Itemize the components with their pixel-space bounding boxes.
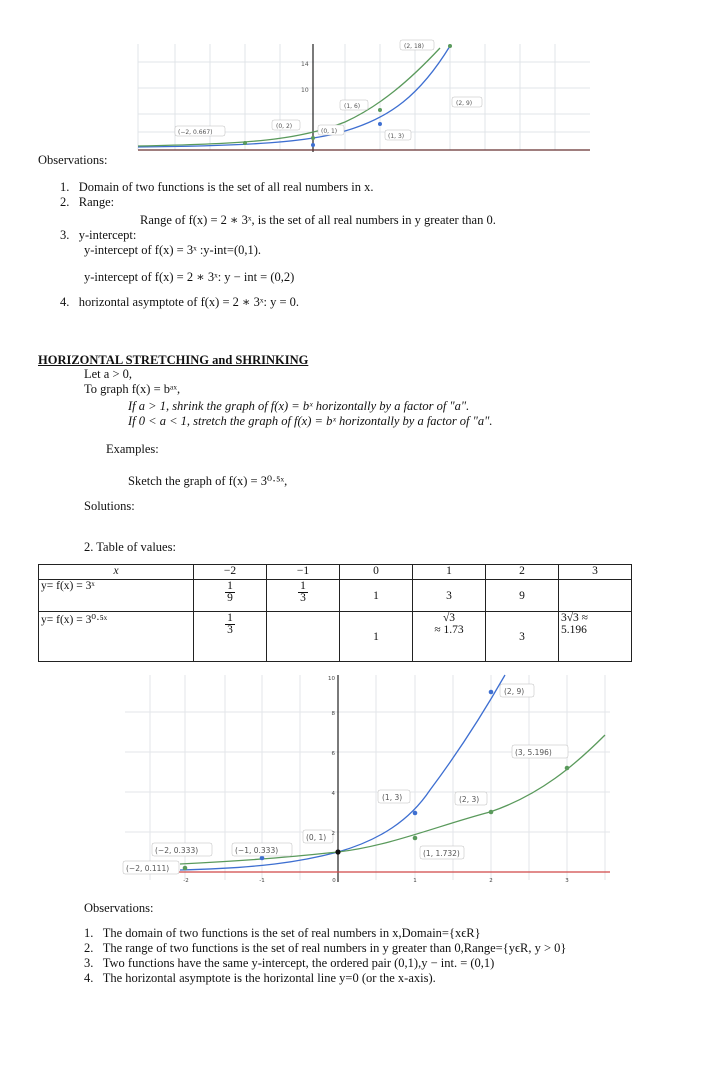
graph-bottom-x-tick: -1 (259, 878, 265, 884)
examples-label: Examples: (106, 442, 159, 456)
fraction-den: 3 (300, 592, 306, 604)
table-row (39, 612, 632, 662)
table-cell (267, 580, 340, 612)
table-cell (559, 612, 632, 662)
graph-bottom-point (183, 866, 188, 871)
obs1-item-3 (60, 228, 136, 243)
table-cell (194, 580, 267, 612)
graph-top-label: (1, 6) (344, 103, 361, 110)
let-statement: Let a > 0, (84, 367, 133, 381)
graph-bottom-point (413, 811, 418, 816)
observations-2-title: Observations: (84, 901, 154, 915)
obs2-item-3 (84, 956, 494, 971)
table-cell: 3 (559, 565, 632, 580)
graph-top-point (243, 141, 247, 145)
list-text: Two functions have the same y-intercept, the ordered pair (0,1),y − int. = (0,1) (102, 956, 495, 970)
obs1-item-1 (60, 180, 373, 195)
graph-top-point (448, 44, 452, 48)
graph-top-tick: 10 (301, 87, 309, 94)
cell-line: 5.196 (561, 624, 587, 636)
table-cell (267, 612, 340, 662)
cell-line: √3 (442, 612, 456, 624)
graph-bottom-label: (1, 3) (382, 793, 403, 802)
table-cell (559, 580, 632, 612)
table-row (39, 565, 632, 580)
list-text: The horizontal asymptote is the horizontal line y=0 (or the x-axis). (102, 971, 436, 985)
list-number: 4. (60, 295, 70, 309)
graph-bottom (0, 670, 720, 890)
table-cell: 1 (340, 612, 413, 662)
graph-bottom-y-tick: 8 (331, 711, 335, 717)
to-graph-statement: To graph f(x) = bᵃˣ, (84, 382, 181, 396)
graph-bottom-x-tick: 1 (413, 878, 417, 884)
graph-bottom-x-tick: -2 (183, 878, 189, 884)
graph-top-label: (0, 2) (276, 123, 293, 130)
table-row (39, 580, 632, 612)
table-cell: −1 (267, 565, 340, 580)
rule-shrink: If a > 1, shrink the graph of f(x) = bˣ horizontally by a factor of "a". (128, 399, 470, 413)
graph-bottom-y-tick: 6 (331, 751, 335, 757)
list-number: 4. (84, 971, 94, 985)
obs1-range-text: Range of f(x) = 2 ∗ 3ˣ, is the set of all real numbers in y greater than 0. (140, 213, 496, 227)
fraction (225, 581, 235, 604)
observations-1-title: Observations: (38, 153, 108, 167)
obs2-item-4 (84, 971, 436, 986)
graph-bottom-y-tick: 4 (331, 791, 335, 797)
table-cell: 3 (413, 580, 486, 612)
graph-bottom-label: (−2, 0.333) (155, 846, 199, 855)
graph-top-point (311, 136, 315, 140)
graph-bottom-label: (1, 1.732) (423, 849, 460, 858)
table-cell: 9 (486, 580, 559, 612)
graph-bottom-point (489, 810, 494, 815)
table-cell: 2 (486, 565, 559, 580)
list-number: 3. (84, 956, 94, 970)
graph-bottom-label: (2, 3) (459, 795, 480, 804)
table-title: 2. Table of values: (84, 540, 176, 554)
graph-bottom-x-tick: 0 (332, 878, 336, 884)
graph-top-label: (−2, 0.667) (178, 129, 213, 136)
fraction-den: 3 (227, 624, 233, 636)
graph-bottom-x-tick: 2 (489, 878, 493, 884)
list-text: Range: (78, 195, 115, 209)
graph-top-label: (0, 1) (321, 128, 338, 135)
graph-top-tick: 14 (301, 61, 309, 68)
table-cell: 1 (413, 565, 486, 580)
graph-top-point (311, 143, 315, 147)
graph-top-label: (1, 3) (388, 133, 405, 140)
graph-bottom-y-tick: 10 (328, 676, 335, 682)
fraction (225, 613, 235, 636)
sketch-statement: Sketch the graph of f(x) = 3⁰·⁵ˣ, (128, 474, 288, 488)
table-cell: 3 (486, 612, 559, 662)
graph-bottom-point (565, 766, 570, 771)
cell-line: 3√3 ≈ (561, 612, 588, 624)
table-cell: x (39, 565, 194, 580)
graph-bottom-point (489, 690, 494, 695)
list-number: 1. (84, 926, 94, 940)
graph-top (0, 0, 720, 158)
obs1-item-4 (60, 294, 299, 310)
fraction-num: 1 (227, 580, 233, 592)
obs1-yint-1: y-intercept of f(x) = 3ˣ :y-int=(0,1). (84, 243, 262, 257)
graph-bottom-y-tick: 2 (331, 831, 335, 837)
graph-top-point (378, 122, 382, 126)
table-cell (194, 612, 267, 662)
fraction-num: 1 (300, 580, 306, 592)
table-cell: −2 (194, 565, 267, 580)
section-heading: HORIZONTAL STRETCHING and SHRINKING (38, 353, 309, 367)
obs2-item-2 (84, 941, 566, 956)
fraction (298, 581, 308, 604)
graph-bottom-point (335, 849, 340, 854)
graph-bottom-label: (−1, 0.333) (235, 846, 279, 855)
graph-top-point (378, 108, 382, 112)
list-number: 3. (60, 228, 70, 242)
list-number: 2. (84, 941, 94, 955)
list-text: The domain of two functions is the set of real numbers in x,Domain={xϵR} (102, 926, 481, 940)
values-table (38, 564, 632, 662)
obs2-item-1 (84, 926, 481, 941)
table-row-label: y= f(x) = 3⁰·⁵ˣ (39, 612, 194, 662)
fraction-den: 9 (227, 592, 233, 604)
cell-line: ≈ 1.73 (434, 624, 464, 636)
obs1-item-2 (60, 195, 114, 210)
graph-bottom-point (413, 836, 418, 841)
table-cell (413, 612, 486, 662)
rule-stretch: If 0 < a < 1, stretch the graph of f(x) = bˣ horizontally by a factor of "a". (128, 414, 493, 428)
obs1-yint-2: y-intercept of f(x) = 2 ∗ 3ˣ: y − int = (0,2) (84, 270, 295, 284)
graph-bottom-x-tick: 3 (565, 878, 569, 884)
graph-bottom-point (260, 856, 265, 861)
graph-top-label: (2, 18) (404, 43, 424, 50)
table-cell: 0 (340, 565, 413, 580)
graph-top-label: (2, 9) (456, 100, 473, 107)
graph-bottom-curve-3x (180, 675, 505, 870)
graph-bottom-label: (0, 1) (306, 833, 327, 842)
list-text: Domain of two functions is the set of all real numbers in x. (78, 180, 374, 194)
solutions-label: Solutions: (84, 499, 135, 513)
list-number: 1. (60, 180, 70, 194)
fraction-num: 1 (227, 612, 233, 624)
graph-bottom-label: (−2, 0.111) (126, 864, 170, 873)
graph-bottom-label: (2, 9) (504, 687, 525, 696)
list-text: y-intercept: (78, 228, 137, 242)
list-text: The range of two functions is the set of real numbers in y greater than 0,Range={yϵR, y > 0} (102, 941, 567, 955)
table-row-label: y= f(x) = 3ˣ (39, 580, 194, 612)
table-cell: 1 (340, 580, 413, 612)
list-text: horizontal asymptote of f(x) = 2 ∗ 3ˣ: y = 0. (78, 295, 300, 309)
list-number: 2. (60, 195, 70, 209)
graph-bottom-label: (3, 5.196) (515, 748, 552, 757)
